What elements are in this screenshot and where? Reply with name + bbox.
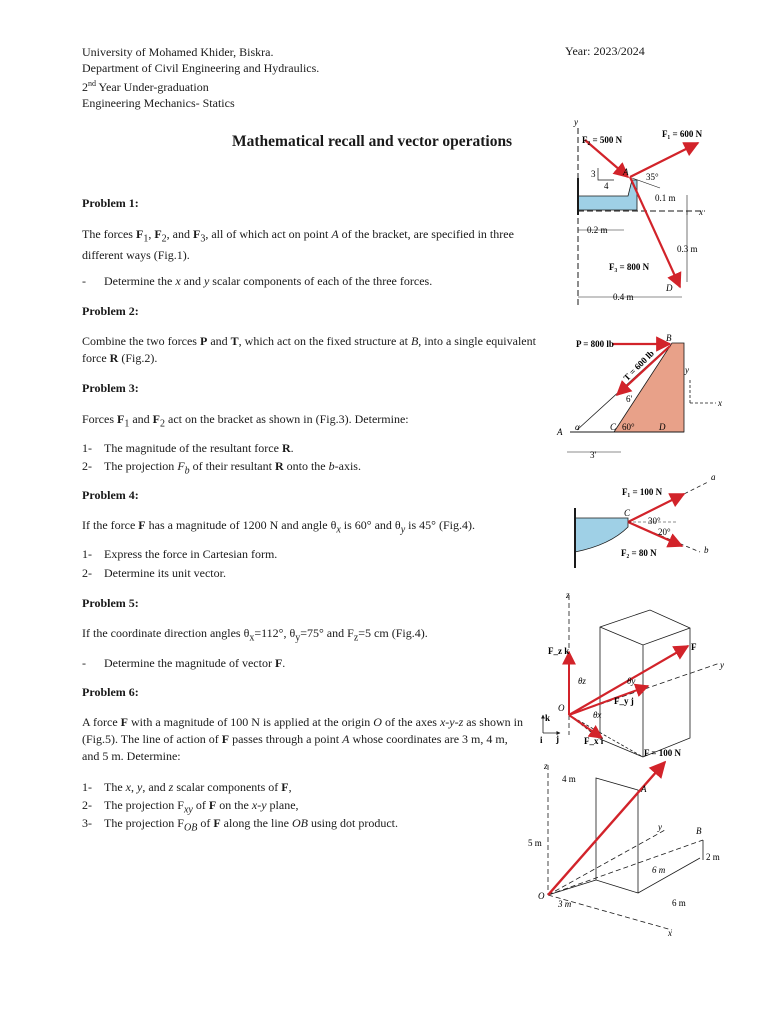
fig4-theta-y: θy [627, 676, 636, 686]
problem-6-heading: Problem 6: [82, 685, 139, 699]
fig1-slope-3: 3 [591, 169, 596, 179]
problem-1-item-1: - Determine the x and y scalar components of each of the three forces. [82, 274, 433, 288]
fig1-dim-02: 0.2 m [587, 225, 608, 235]
problem-1-text: The forces $F_1$, $F_2$, and $F_3$, all of which act on point A of the bracket, are specified in three different ways (Fig.1). [82, 227, 514, 263]
fig3-angle-20: 20° [658, 527, 671, 537]
fig2-angle-60: 60° [622, 422, 635, 432]
fig1-f2-label: F₂ = 500 N [582, 135, 623, 145]
fig4-fy-arrow [569, 686, 648, 715]
fig5-point-b: B [696, 826, 702, 836]
fig5-3m: 3 m [558, 899, 572, 909]
fig5-y-axis [548, 830, 665, 895]
fig4-y-label: y [720, 660, 724, 670]
fig4-z-label: z [566, 590, 570, 600]
fig1-f1-label: F₁ = 600 N [662, 129, 703, 139]
fig5-6m-b: 6 m [672, 898, 686, 908]
fig1-y-label: y [574, 117, 578, 127]
fig5-y-label: y [658, 822, 662, 832]
fig1-point-d: D [666, 283, 673, 293]
fig4-fyj-label: F_y j [614, 696, 634, 706]
problem-3-heading: Problem 3: [82, 381, 139, 395]
problem-6-item-3: 3- The projection $F_{OB}$ of F along the line OB using dot product. [82, 816, 398, 834]
problem-1-heading: Problem 1: [82, 196, 139, 210]
fig3-bracket [575, 518, 628, 552]
fig4-theta-x: θx [593, 710, 602, 720]
fig2-t-label: T = 600 lb [621, 348, 656, 383]
problem-5-item-1: - Determine the magnitude of vector F. [82, 656, 286, 670]
fig2-y-label: y [685, 365, 689, 375]
fig2-point-a: A [557, 427, 563, 437]
fig2-p-label: P = 800 lb [576, 339, 614, 349]
problem-4-text: If the force F has a magnitude of 1200 N and angle $\theta_x$ is 60° and $\theta_y$ is 45° (Fig.4). [82, 518, 475, 536]
fig1-x-label: x [699, 207, 703, 217]
fig5-x-label: x [668, 928, 672, 938]
problem-4-item-1: 1- Express the force in Cartesian form. [82, 547, 278, 561]
academic-year: Year: 2023/2024 [565, 44, 645, 58]
fig5-z-label: z [544, 761, 548, 771]
fig3-axis-b-label: b [704, 545, 709, 555]
fig4-i-label: i [540, 735, 543, 745]
fig2-angle-6: 6' [626, 394, 633, 404]
problem-4-item-2: 2- Determine its unit vector. [82, 566, 226, 580]
fig4-k-label: k [545, 713, 551, 723]
problem-3-item-2: 2- The projection $F_b$ of their resultant R onto the b-axis. [82, 459, 361, 477]
fig3-f1-label: F₁ = 100 N [622, 487, 663, 497]
fig4-box-outline [600, 610, 690, 757]
problem-6-item-1: 1- The x, y, and z scalar components of F, [82, 780, 292, 794]
fig3-f2-label: F₂ = 80 N [621, 548, 657, 558]
fig4-box-front-edges [600, 627, 690, 757]
fig4-theta-z: θz [578, 676, 586, 686]
fig5-point-a: A [641, 784, 647, 794]
fig1-angle-label: 35° [646, 172, 659, 182]
fig3-point-c: C [624, 508, 631, 518]
problem-3-text: Forces $F_1$ and $F_2$ act on the bracket as shown in (Fig.3). Determine: [82, 412, 409, 430]
fig2-alpha: α [575, 422, 580, 432]
fig5-4m: 4 m [562, 774, 576, 784]
fig2-point-b: B [666, 333, 672, 343]
fig4-fzk-label: F_z k [548, 646, 570, 656]
figure-2 [556, 333, 722, 460]
fig5-origin: O [538, 891, 545, 901]
figure-1 [573, 117, 705, 305]
problem-2-heading: Problem 2: [82, 304, 139, 318]
department-name: Department of Civil Engineering and Hydraulics. [82, 61, 320, 75]
university-name: University of Mohamed Khider, Biskra. [82, 45, 274, 59]
problem-5-heading: Problem 5: [82, 596, 139, 610]
fig2-dim-3: 3' [590, 450, 597, 460]
fig1-dim-04: 0.4 m [613, 292, 634, 302]
fig1-dim-01: 0.1 m [655, 193, 676, 203]
problem-6-text: A force F with a magnitude of 100 N is applied at the origin O of the axes x-y-z as shown in (Fig.5). The line of action of F passes through a point A whose coordinates are 3 m, 4 m, and 5 m. Determine: [82, 715, 523, 763]
fig1-point-a: A [623, 167, 629, 177]
fig4-fxi-label: F_x i [584, 736, 604, 746]
fig3-axis-a-label: a [711, 472, 716, 482]
fig2-point-d: D [659, 422, 666, 432]
course-name: Engineering Mechanics- Statics [82, 96, 235, 110]
fig4-box-hidden-edges [569, 715, 643, 757]
problem-5-text: If the coordinate direction angles $\theta_x=112^\circ$, $\theta_y=75^\circ$ and $F_z=5$ cm (Fig.4). [82, 626, 428, 644]
fig4-origin: O [558, 703, 565, 713]
fig1-force-f1-arrow [630, 143, 698, 177]
fig5-2m: 2 m [706, 852, 720, 862]
fig1-slope-triangle [598, 168, 614, 180]
problem-2-text: Combine the two forces P and T, which act on the fixed structure at B, into a single equivalent force R (Fig.2). [82, 334, 536, 365]
fig4-j-label: j [556, 734, 559, 744]
figure-4 [540, 590, 724, 757]
fig1-dim-03: 0.3 m [677, 244, 698, 254]
figure-3 [575, 472, 716, 568]
fig5-base-lines [548, 858, 700, 895]
fig3-angle-30: 30° [648, 516, 661, 526]
problem-6-item-2: 2- The projection $F_{xy}$ of F on the x-y plane, [82, 798, 299, 816]
fig1-f3-label: F₃ = 800 N [609, 262, 650, 272]
fig2-x-label: x [718, 398, 722, 408]
page-title: Mathematical recall and vector operations [232, 133, 513, 150]
fig5-5m: 5 m [528, 838, 542, 848]
fig5-6m-a: 6 m [652, 865, 666, 875]
year-level: 2nd Year Under-graduation [82, 79, 209, 94]
fig5-f-label: F = 100 N [644, 748, 682, 758]
fig2-point-c: C [610, 422, 617, 432]
fig4-f-label: F [691, 642, 697, 652]
problem-4-heading: Problem 4: [82, 488, 139, 502]
fig1-slope-4: 4 [604, 181, 609, 191]
problem-3-item-1: 1- The magnitude of the resultant force R. [82, 441, 294, 455]
figure-5 [528, 748, 720, 938]
